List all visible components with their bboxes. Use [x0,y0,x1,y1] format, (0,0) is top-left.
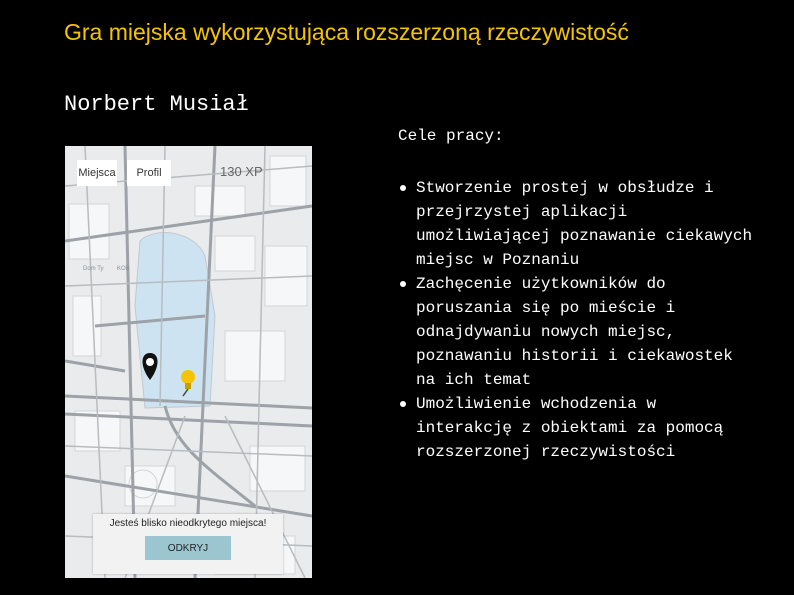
goal-item [398,176,758,272]
goal-item [398,392,758,464]
notice-text: Jesteś blisko nieodkrytego miejsca! [109,518,267,529]
discover-button[interactable]: ODKRYJ [145,536,231,560]
tab-places[interactable]: Miejsca [77,160,117,186]
map-label: KOB [117,266,130,272]
goal-text: Zachęcenie użytkowników do poruszania się po mieście i odnajdywaniu nowych miejsc, poznawaniu historii i ciekawostek na ich temat [416,275,733,389]
app-screenshot [65,146,312,578]
goals-list [398,176,758,464]
goal-item [398,272,758,392]
bullet-icon [400,401,406,407]
map-label: Dom Ty [83,266,104,272]
author-name: Norbert Musiał [64,92,249,117]
goal-text: Stworzenie prostej w obsłudze i przejrzystej aplikacji umożliwiającej poznawanie ciekawych miejsc w Poznaniu [416,179,753,269]
slide-title: Gra miejska wykorzystująca rozszerzoną rzeczywistość [64,19,629,45]
xp-counter: 130 XP [220,164,263,179]
nearby-place-notice [93,514,283,574]
bullet-icon [400,281,406,287]
goal-text: Umożliwienie wchodzenia w interakcję z obiektami za pomocą rozszerzonej rzeczywistości [416,395,724,461]
bullet-icon [400,185,406,191]
tab-profile[interactable]: Profil [127,160,171,186]
goals-heading: Cele pracy: [398,127,504,145]
